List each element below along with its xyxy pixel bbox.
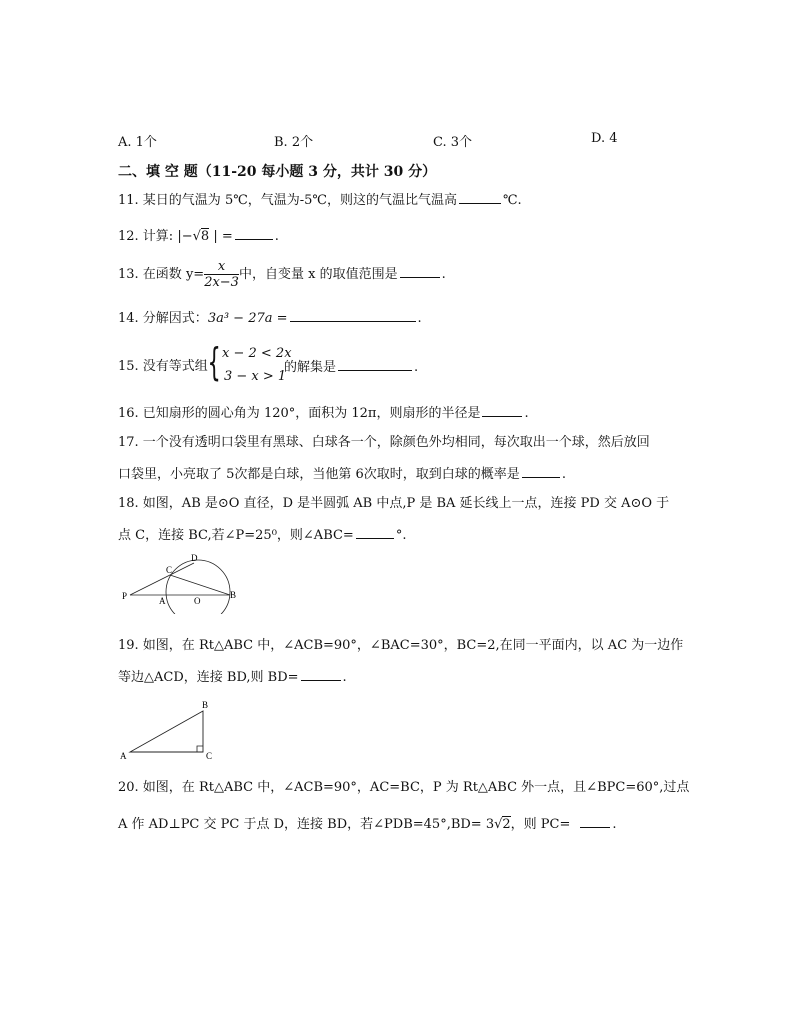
answer-blank-14 [290, 310, 416, 322]
figure-19-triangle-diagram [118, 698, 218, 764]
answer-blank-15 [338, 359, 412, 371]
radical-sign: √ [494, 817, 503, 832]
inequality-2: 3 − x > 1 [224, 369, 287, 384]
radical-sign: √ [192, 229, 201, 244]
option-b: B. 2个 [274, 135, 314, 150]
label-b: B [230, 590, 237, 600]
question-19-line-1: 19. 如图，在 Rt△ABC 中，∠ACB=90°，∠BAC=30°，BC=2,在同一平面内，以 AC 为一边作 [118, 638, 684, 653]
answer-blank-18 [356, 527, 394, 539]
label-p: P [122, 591, 128, 601]
question-18-line-1: 18. 如图，AB 是⊙O 直径，D 是半圆弧 AB 中点,P 是 BA 延长线上一点，连接 PD 交 A⊙O 于 [118, 496, 670, 511]
fraction: $\frac{x}{2x-3}$ [204, 259, 239, 290]
triangle-abc [130, 711, 203, 752]
question-12: 12. 计算: |−√8 | = . [118, 229, 279, 244]
answer-blank-11 [459, 192, 501, 204]
label-c: C [166, 565, 173, 575]
question-11-text: 11. 某日的气温为 5℃，气温为-5℃，则这的气温比气温高 [118, 193, 457, 208]
question-11: 11. 某日的气温为 5℃，气温为-5℃，则这的气温比气温高 ℃. [118, 193, 522, 208]
question-20-line-2: A 作 AD⊥PC 交 PC 于点 D，连接 BD，若∠PDB=45°,BD= 3√2，则 PC= . [118, 817, 617, 832]
option-a: A. 1个 [118, 135, 157, 150]
question-19-line-2: 等边△ACD，连接 BD,则 BD= . [118, 670, 347, 685]
answer-blank-20 [580, 816, 610, 828]
inequality-1: x − 2 < 2x [222, 346, 292, 361]
label-a: A [159, 596, 166, 606]
right-angle-mark [197, 746, 203, 752]
label-a: A [120, 751, 127, 761]
figure-18-circle-diagram [118, 552, 243, 614]
question-16: 16. 已知扇形的圆心角为 120°，面积为 12π，则扇形的半径是 . [118, 406, 529, 421]
option-c: C. 3个 [433, 135, 473, 150]
question-20-line-1: 20. 如图，在 Rt△ABC 中，∠ACB=90°，AC=BC，P 为 Rt△ABC 外一点，且∠BPC=60°,过点 [118, 780, 690, 795]
answer-blank-19 [301, 669, 341, 681]
label-o: O [194, 596, 201, 606]
system-brace: { [207, 340, 221, 384]
answer-blank-12 [235, 228, 273, 240]
question-13: 13. 在函数 y= $\frac{x}{2x-3}$ 中，自变量 x 的取值范围是 . [118, 259, 446, 290]
label-b: B [202, 700, 209, 710]
question-14: 14. 分解因式：3a³ − 27a = . [118, 311, 422, 326]
question-17-line-2: 口袋里，小亮取了 5次都是白球，当他第 6次取时，取到白球的概率是 . [118, 467, 566, 482]
option-d: D. 4 [591, 131, 618, 146]
answer-blank-16 [482, 405, 522, 417]
question-18-line-2: 点 C，连接 BC,若∠P=25⁰，则∠ABC= °. [118, 528, 407, 543]
label-c: C [206, 751, 213, 761]
answer-blank-13 [400, 266, 440, 278]
segment-cb [170, 575, 230, 595]
section-title: 二、填 空 题（11-20 每小题 3 分，共计 30 分） [118, 164, 437, 180]
question-17-line-1: 17. 一个没有透明口袋里有黑球、白球各一个，除颜色外均相同，每次取出一个球，然后放回 [118, 435, 650, 450]
segment-pd [130, 563, 194, 595]
label-d: D [191, 553, 198, 563]
answer-blank-17 [522, 466, 560, 478]
